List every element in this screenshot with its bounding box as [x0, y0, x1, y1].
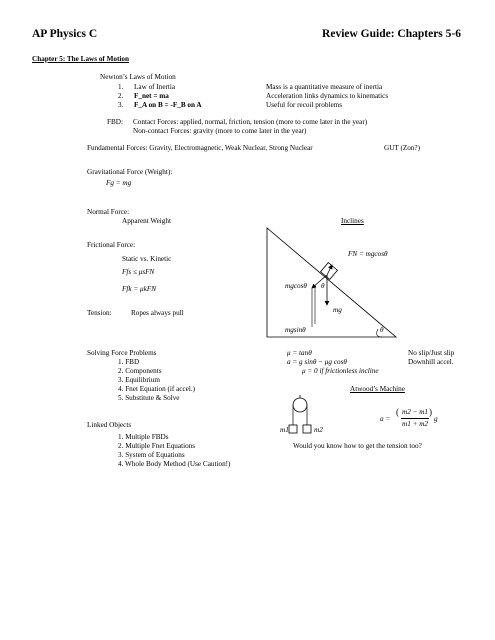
fbd-label: FBD: [107, 118, 123, 126]
linked-item-4: 4. Whole Body Method (Use Caution!) [118, 460, 231, 468]
atwood-m1: m1 [280, 426, 289, 434]
law-1-desc: Mass is a quantitative measure of inertia [266, 83, 383, 91]
linked-item-1: 1. Multiple FBDs [118, 433, 169, 441]
gut-note: GUT (Zon?) [384, 144, 420, 152]
solving-step-5: 5. Substitute & Solve [118, 394, 180, 402]
friction-sub: Static vs. Kinetic [122, 255, 172, 263]
atwood-fraction-bar [401, 418, 429, 419]
atwood-eq-g: g [434, 415, 438, 423]
newtons-laws-heading: Newton’s Laws of Motion [100, 73, 176, 81]
tension-desc: Ropes always pull [131, 309, 184, 317]
header-left: AP Physics C [32, 28, 98, 40]
solving-step-4: 4. Fnet Equation (if accel.) [118, 385, 196, 393]
law-3-num: 3. [118, 101, 124, 109]
law-3-desc: Useful for recoil problems [266, 101, 343, 109]
atwood-eq-den: m1 + m2 [402, 420, 429, 428]
incline-diagram [260, 225, 410, 345]
atwood-m2: m2 [314, 426, 323, 434]
solving-step-2: 2. Components [118, 367, 162, 375]
law-1-num: 1. [118, 83, 124, 91]
slip-eq-1: μ = tanθ [287, 349, 312, 357]
mass-1-block [289, 425, 297, 433]
atwood-question: Would you know how to get the tension too? [293, 442, 422, 450]
linked-item-2: 2. Multiple Fnet Equations [118, 442, 196, 450]
law-2-desc: Acceleration links dynamics to kinematics [266, 92, 389, 100]
friction-heading: Frictional Force: [87, 241, 136, 249]
law-3-name: F_A on B = -F_B on A [134, 101, 202, 109]
header-right: Review Guide: Chapters 5-6 [322, 28, 461, 40]
normal-heading: Normal Force: [87, 208, 130, 216]
atwood-eq-a: a = [380, 415, 391, 423]
inclines-heading: Inclines [341, 217, 364, 225]
fn-label: FN = mgcosθ [348, 250, 388, 258]
fundamental-forces: Fundamental Forces: Gravity, Electromagnetic, Weak Nuclear, Strong Nuclear [87, 144, 313, 152]
mgsin-label: mgsinθ [285, 326, 306, 334]
gravitational-equation: Fg = mg [106, 179, 132, 187]
theta-label-2: θ [380, 326, 384, 334]
atwood-heading: Atwood’s Machine [350, 385, 405, 393]
slip-eq-2: a = g sinθ − μg cosθ [287, 358, 347, 366]
law-2-name: F_net = ma [134, 92, 169, 100]
law-2-num: 2. [118, 92, 124, 100]
mg-label: mg [333, 306, 342, 314]
atwood-right-paren: ) [429, 407, 432, 417]
fbd-noncontact: Non-contact Forces: gravity (more to come later in the year) [133, 127, 307, 135]
kinetic-friction-eq: Ffk = μkFN [122, 285, 157, 293]
chapter-title: Chapter 5: The Laws of Motion [32, 55, 129, 63]
tension-label: Tension: [87, 309, 112, 317]
pulley [293, 398, 307, 412]
mgcos-label: mgcosθ [285, 282, 307, 290]
gravitational-heading: Gravitational Force (Weight): [87, 168, 173, 176]
fbd-contact: Contact Forces: applied, normal, friction, tension (more to come later in the year) [133, 118, 368, 126]
solving-step-1: 1. FBD [118, 358, 140, 366]
atwood-left-paren: ( [396, 407, 399, 417]
mass-2-block [303, 425, 311, 433]
slip-note-2: Downhill accel. [408, 358, 454, 366]
linked-heading: Linked Objects [87, 421, 132, 429]
theta-label-1: θ [321, 282, 325, 290]
solving-heading: Solving Force Problems [87, 349, 157, 357]
atwood-eq-num: m2 − m1 [402, 408, 429, 416]
law-1-name: Law of Inertia [134, 83, 176, 91]
slip-eq-3: μ = 0 if frictionless incline [302, 367, 379, 375]
static-friction-eq: Ffs ≤ μsFN [122, 268, 155, 276]
solving-step-3: 3. Equilibrium [118, 376, 160, 384]
linked-item-3: 3. System of Equations [118, 451, 185, 459]
atwood-diagram [282, 395, 332, 440]
normal-sub: Apparent Weight [122, 217, 171, 225]
slip-note-1: No slip/Just slip [408, 349, 455, 357]
